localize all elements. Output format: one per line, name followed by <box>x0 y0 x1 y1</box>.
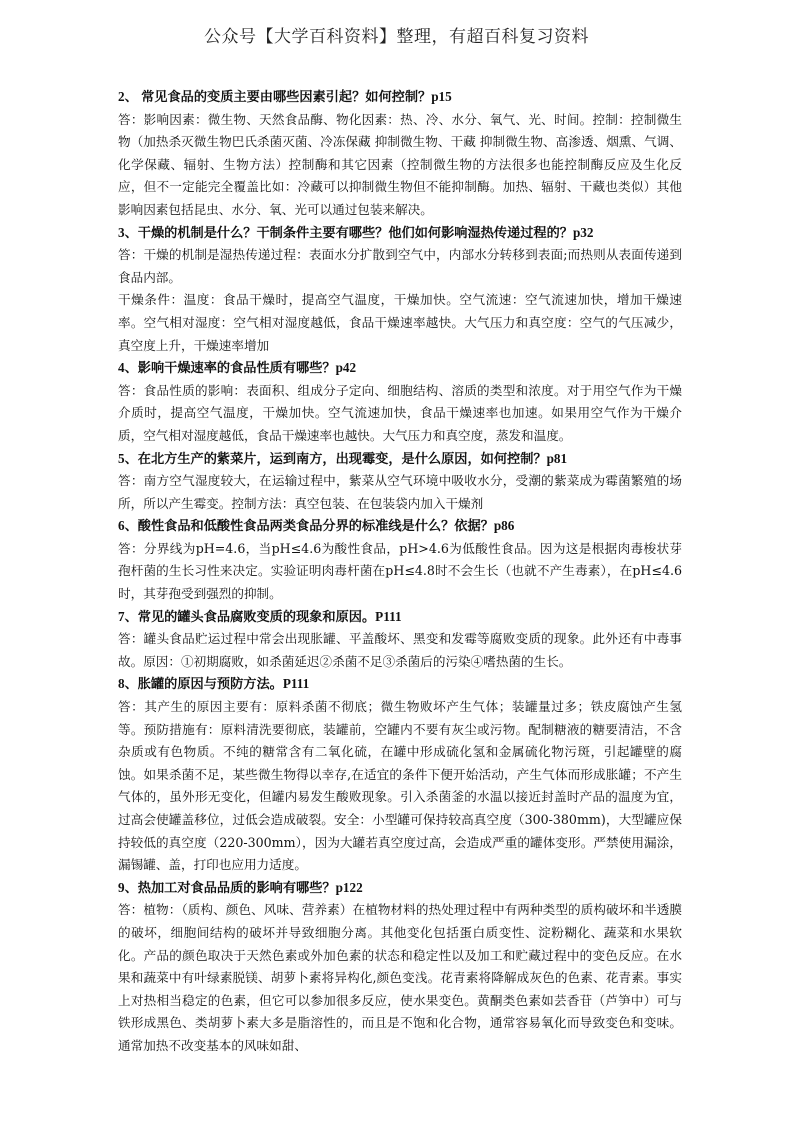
question-heading: 9、热加工对食品品质的影响有哪些？p122 <box>118 879 363 895</box>
answer-paragraph: 答：干燥的机制是湿热传递过程：表面水分扩散到空气中，内部水分转移到表面;而热则从表面传递到食品内部。 <box>118 247 682 285</box>
question-heading: 3、干燥的机制是什么？干制条件主要有哪些？他们如何影响湿热传递过程的？p32 <box>118 224 594 240</box>
answer-paragraph: 答：食品性质的影响：表面积、组成分子定向、细胞结构、溶质的类型和浓度。对于用空气作为干燥介质时，提高空气温度，干燥加快。空气流速加快，食品干燥速率也加速。如果用空气作为干燥介质，空气相对湿度越低，食品干燥速率也越快。大气压力和真空度，蒸发和温度。 <box>118 382 682 443</box>
answer-paragraph: 答：植物：（质构、颜色、风味、营养素）在植物材料的热处理过程中有两种类型的质构破坏和半透膜的破坏，细胞间结构的破坏并导致细胞分离。其他变化包括蛋白质变性、淀粉糊化、蔬菜和水果软化。产品的颜色取决于天然色素或外加色素的状态和稳定性以及加工和贮藏过程中的变色反应。在水果和蔬菜中有叶绿素脱镁、胡萝卜素将异构化,颜色变浅。花青素将降解成灰色的色素、花青素。事实上对热相当稳定的色素，但它可以参加很多反应，使水果变色。黄酮类色素如芸香苷（芦笋中）可与铁形成黑色、类胡萝卜素大多是脂溶性的，而且是不饱和化合物，通常容易氧化而导致变色和变味。通常加热不改变基本的风味如甜、 <box>118 902 682 1053</box>
answer-paragraph: 答：其产生的原因主要有：原料杀菌不彻底；微生物败坏产生气体；装罐量过多；铁皮腐蚀产生氢等。预防措施有：原料清洗要彻底，装罐前，空罐内不要有灰尘或污物。配制糖液的糖要清洁，不含杂质或有色物质。不纯的糖常含有二氧化硫，在罐中形成硫化氢和金属硫化物污斑，引起罐壁的腐蚀。如果杀菌不足，某些微生物得以幸存,在适宜的条件下便开始活动，产生气体而形成胀罐；不产生气体的，虽外形无变化，但罐内易发生酸败现象。引入杀菌釜的水温以接近封盖时产品的温度为宜，过高会使罐盖移位，过低会造成破裂。安全：小型罐可保持较高真空度（300-380mm)，大型罐应保持较低的真空度（220-300mm），因为大罐若真空度过高，会造成严重的罐体变形。严禁使用漏涂，漏锡罐、盖，打印也应用力适度。 <box>118 699 682 873</box>
answer-paragraph: 答：南方空气湿度较大，在运输过程中，紫菜从空气环境中吸收水分，受潮的紫菜成为霉菌繁殖的场所，所以产生霉变。控制方法：真空包装、在包装袋内加入干燥剂 <box>118 473 682 511</box>
question-heading: 5、在北方生产的紫菜片，运到南方，出现霉变，是什么原因，如何控制？p81 <box>118 450 568 466</box>
answer-paragraph: 答：罐头食品贮运过程中常会出现胀罐、平盖酸坏、黑变和发霉等腐败变质的现象。此外还有中毒事故。原因：①初期腐败，如杀菌延迟②杀菌不足③杀菌后的污染④嗜热菌的生长。 <box>118 631 682 669</box>
answer-paragraph: 答：影响因素：微生物、天然食品酶、物化因素：热、冷、水分、氧气、光、时间。控制：控制微生物（加热杀灭微生物巴氏杀菌灭菌、冷冻保藏 抑制微生物、干藏 抑制微生物、高渗透、烟熏、气调、化学保藏、辐射、生物方法）控制酶和其它因素（控制微生物的方法很多也能控制酶反应及生化反应，但不一定能完全覆盖比如：冷藏可以抑制微生物但不能抑制酶。加热、辐射、干藏也类似）其他影响因素包括昆虫、水分、氧、光可以通过包装来解决。 <box>118 111 682 217</box>
question-heading: 8、胀罐的原因与预防方法。P111 <box>118 676 310 692</box>
answer-paragraph: 干燥条件：温度：食品干燥时，提高空气温度，干燥加快。空气流速：空气流速加快，增加干燥速率。空气相对湿度：空气相对湿度越低，食品干燥速率越快。大气压力和真空度：空气的气压减少，真空度上升，干燥速率增加 <box>118 292 682 353</box>
question-heading: 6、酸性食品和低酸性食品两类食品分界的标准线是什么？依据？p86 <box>118 518 515 534</box>
question-heading: 2、 常见食品的变质主要由哪些因素引起？如何控制？p15 <box>118 89 452 104</box>
question-heading: 7、常见的罐头食品腐败变质的现象和原因。P111 <box>118 608 402 624</box>
page-header: 公众号【大学百科资料】整理，有超百科复习资料 <box>204 27 589 47</box>
answer-paragraph: 答：分界线为pH=4.6，当pH≤4.6为酸性食品，pH>4.6为低酸性食品。因为这是根据肉毒梭状芽孢杆菌的生长习性来决定。实验证明肉毒杆菌在pH≤4.8时不会生长（也就不产生毒素），在pH≤4.6时，其芽孢受到强烈的抑制。 <box>118 540 682 602</box>
document-body <box>118 86 682 1058</box>
question-heading: 4、影响干燥速率的食品性质有哪些？p42 <box>118 360 357 376</box>
